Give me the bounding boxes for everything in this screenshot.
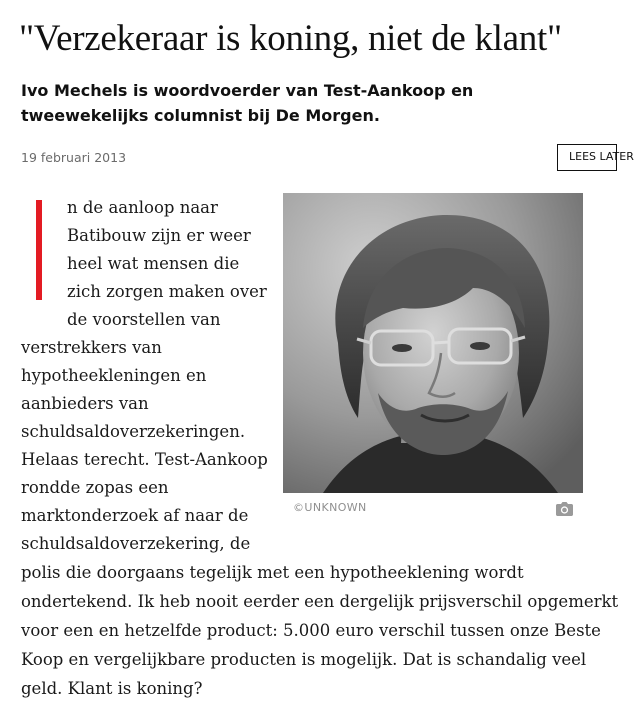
drop-cap-bar	[36, 200, 42, 300]
photo-credit: ©UNKNOWN	[293, 501, 367, 514]
photo-caption-bar	[283, 493, 583, 523]
body-line: Helaas terecht. Test-Aankoop	[21, 450, 268, 469]
article-date: 19 februari 2013	[21, 150, 127, 165]
body-line: de voorstellen van	[67, 310, 221, 329]
body-line: polis die doorgaans tegelijk met een hypotheeklening wordt	[21, 563, 524, 582]
body-line: marktonderzoek af naar de	[21, 506, 249, 525]
article-headline: "Verzekeraar is koning, niet de klant"	[19, 18, 562, 59]
author-photo[interactable]	[283, 193, 583, 493]
body-line: rondde zopas een	[21, 478, 169, 497]
body-line: zich zorgen maken over	[67, 282, 267, 301]
body-line: hypotheekleningen en	[21, 366, 207, 385]
body-line: Batibouw zijn er weer	[67, 226, 251, 245]
article-subhead: Ivo Mechels is woordvoerder van Test-Aankoop en tweewekelijks columnist bij De Morgen.	[21, 81, 474, 125]
body-line: heel wat mensen die	[67, 254, 240, 273]
body-line: schuldsaldoverzekeringen.	[21, 422, 246, 441]
body-line: verstrekkers van	[21, 338, 162, 357]
body-line: n de aanloop naar	[67, 198, 218, 217]
portrait-image	[283, 193, 583, 493]
body-line: schuldsaldoverzekering, de	[21, 534, 251, 553]
body-line: aanbieders van	[21, 394, 149, 413]
camera-icon[interactable]	[556, 501, 573, 515]
body-line: geld. Klant is koning?	[21, 679, 203, 698]
body-line: voor een en hetzelfde product: 5.000 euro verschil tussen onze Beste	[21, 621, 601, 640]
read-later-button[interactable]: LEES LATER	[557, 144, 617, 171]
body-line: Koop en vergelijkbare producten is mogelijk. Dat is schandalig veel	[21, 650, 587, 669]
body-line: ondertekend. Ik heb nooit eerder een dergelijk prijsverschil opgemerkt	[21, 592, 619, 611]
author-photo-figure	[283, 193, 583, 523]
